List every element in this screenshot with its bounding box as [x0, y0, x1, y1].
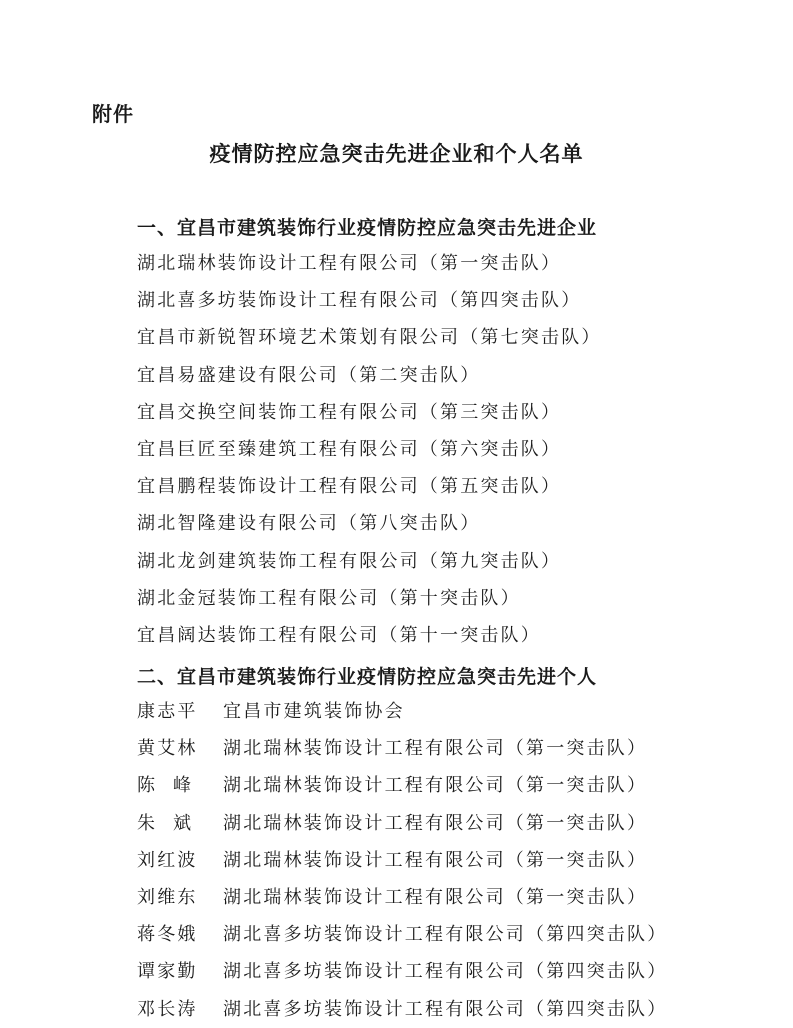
list-item: 湖北喜多坊装饰设计工程有限公司（第四突击队） — [137, 290, 582, 312]
list-item — [137, 730, 667, 767]
person-name: 谭家勤 — [137, 961, 198, 983]
section-heading-individuals: 二、宜昌市建筑装饰行业疫情防控应急突击先进个人 — [137, 666, 598, 688]
person-name: 康志平 — [137, 701, 198, 722]
person-organization: 湖北瑞林装饰设计工程有限公司（第一突击队） — [223, 738, 648, 760]
list-item — [137, 879, 667, 916]
list-item: 湖北金冠装饰工程有限公司（第十突击队） — [137, 587, 521, 609]
list-item: 湖北龙剑建筑装饰工程有限公司（第九突击队） — [137, 550, 562, 572]
list-item: 宜昌阔达装饰工程有限公司（第十一突击队） — [137, 624, 541, 646]
list-item: 湖北智隆建设有限公司（第八突击队） — [137, 513, 481, 535]
person-name: 黄艾林 — [137, 738, 198, 760]
list-item — [137, 767, 667, 804]
person-organization: 湖北瑞林装饰设计工程有限公司（第一突击队） — [223, 812, 648, 834]
person-organization: 湖北喜多坊装饰设计工程有限公司（第四突击队） — [223, 961, 668, 983]
list-item: 宜昌巨匠至臻建筑工程有限公司（第六突击队） — [137, 438, 562, 460]
list-item — [137, 805, 667, 842]
list-item: 宜昌易盛建设有限公司（第二突击队） — [137, 364, 481, 386]
person-organization: 湖北喜多坊装饰设计工程有限公司（第四突击队） — [223, 924, 668, 946]
list-item — [137, 991, 667, 1028]
attachment-label: 附件 — [92, 102, 134, 126]
person-name: 陈 峰 — [137, 775, 194, 797]
list-item: 宜昌交换空间装饰工程有限公司（第三突击队） — [137, 401, 562, 423]
company-list — [137, 245, 602, 654]
list-item — [137, 693, 667, 730]
person-name: 刘红波 — [137, 849, 198, 871]
list-item: 宜昌鹏程装饰设计工程有限公司（第五突击队） — [137, 476, 562, 498]
person-name: 蒋冬娥 — [137, 924, 198, 946]
individual-list — [137, 693, 667, 1028]
list-item: 湖北瑞林装饰设计工程有限公司（第一突击队） — [137, 253, 562, 274]
person-organization: 湖北瑞林装饰设计工程有限公司（第一突击队） — [223, 849, 648, 871]
list-item — [137, 953, 667, 990]
list-item — [137, 842, 667, 879]
person-name: 朱 斌 — [137, 812, 194, 834]
document-title: 疫情防控应急突击先进企业和个人名单 — [209, 142, 584, 166]
person-organization: 湖北喜多坊装饰设计工程有限公司（第四突击队） — [223, 998, 668, 1020]
person-organization: 宜昌市建筑装饰协会 — [223, 701, 405, 722]
list-item — [137, 916, 667, 953]
person-organization: 湖北瑞林装饰设计工程有限公司（第一突击队） — [223, 886, 648, 908]
person-name: 邓长涛 — [137, 998, 198, 1020]
section-heading-companies: 一、宜昌市建筑装饰行业疫情防控应急突击先进企业 — [137, 217, 598, 239]
person-organization: 湖北瑞林装饰设计工程有限公司（第一突击队） — [223, 775, 648, 797]
person-name: 刘维东 — [137, 886, 198, 908]
list-item: 宜昌市新锐智环境艺术策划有限公司（第七突击队） — [137, 327, 602, 349]
